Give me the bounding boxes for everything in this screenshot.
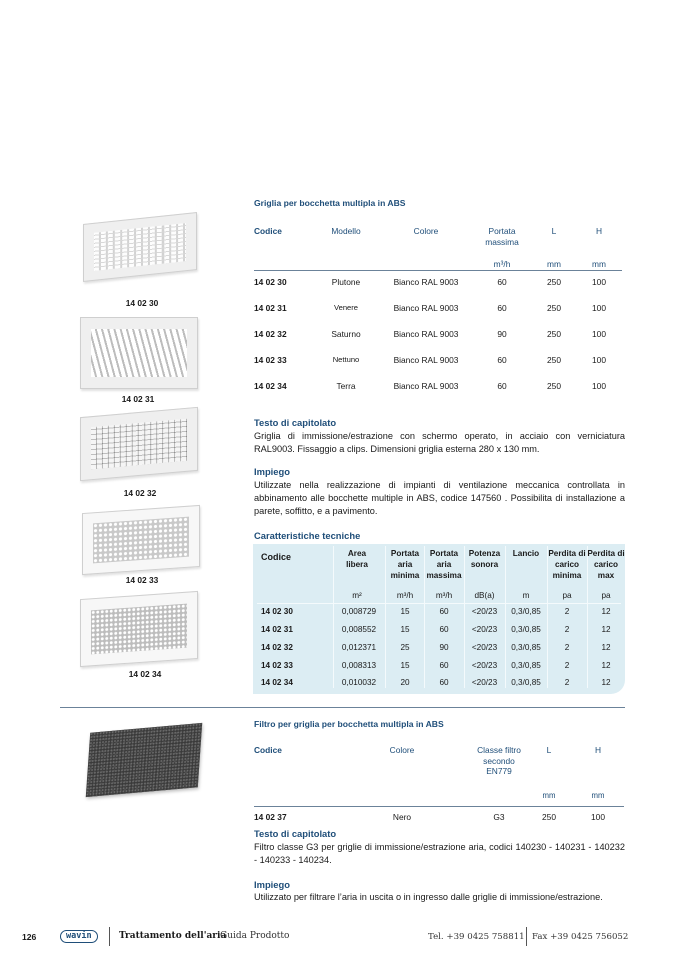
product-image-140233 [82, 505, 200, 575]
cell-flow-min: 25 [400, 643, 410, 652]
cell-h: 100 [592, 303, 606, 313]
section-title: Filtro per griglia per bocchetta multipla in ABS [254, 719, 444, 729]
col-header: Portata aria minima [390, 549, 420, 580]
footer-tel: Tel. +39 0425 758811 [428, 932, 525, 942]
section-title: Griglia per bocchetta multipla in ABS [254, 198, 406, 208]
cell-flow-min: 15 [400, 661, 410, 670]
cell-model: Nettuno [332, 355, 360, 364]
unit: mm [547, 259, 561, 269]
footer-section: Trattamento dell'aria [119, 931, 227, 941]
table-row [254, 329, 622, 355]
col-header: Codice [254, 226, 282, 236]
cell-area: 0,012371 [341, 643, 377, 652]
product-label: 14 02 31 [121, 394, 155, 404]
col-header: Classe filtro secondo EN779 [477, 745, 521, 776]
wavin-logo: wavin [60, 930, 98, 943]
impiego-text: Utilizzate nella realizzazione di impianti di ventilazione meccanica controllata in abbinamento alle bocchette multiple in ABS, codice 147560 . Possibilita di installazione a parete, soffitto, e a pavimento. [254, 480, 625, 517]
impiego-text: Utilizzato per filtrare l’aria in uscita o in ingresso dalle griglie di immissione/estrazione. [254, 892, 603, 902]
cell-code: 14 02 31 [254, 303, 287, 313]
table-rule [254, 806, 624, 807]
cell-l: 250 [547, 277, 561, 287]
cell-code: 14 02 32 [254, 329, 287, 339]
product-image-filter-140237 [86, 723, 202, 797]
cell-loss-max: 12 [601, 607, 611, 616]
cell-throw: 0,3/0,85 [511, 678, 541, 687]
tech-specs-table [253, 544, 625, 694]
col-header: L [551, 226, 557, 236]
unit: m³/h [493, 259, 511, 269]
product-image-140232 [80, 407, 198, 481]
cell-flow: 90 [497, 329, 507, 339]
unit: m³/h [396, 591, 414, 600]
cell-flow-max: 90 [439, 643, 449, 652]
cell-sound: <20/23 [471, 661, 498, 670]
cell-throw: 0,3/0,85 [511, 661, 541, 670]
unit: mm [591, 791, 605, 800]
table-row [254, 381, 622, 407]
tech-heading: Caratteristiche tecniche [254, 530, 361, 541]
cell-l: 250 [547, 303, 561, 313]
cell-sound: <20/23 [471, 678, 498, 687]
product-image-140230 [83, 212, 197, 282]
cell-throw: 0,3/0,85 [511, 625, 541, 634]
cell-flow: 60 [497, 355, 507, 365]
cell-code: 14 02 30 [254, 277, 287, 287]
capitolato-heading: Testo di capitolato [254, 417, 337, 428]
cell-area: 0,008313 [341, 661, 377, 670]
table-row [254, 812, 622, 826]
table-row [254, 303, 622, 329]
cell-flow-min: 15 [400, 625, 410, 634]
cell-flow: 60 [497, 277, 507, 287]
col-header: Modello [331, 226, 361, 236]
cell-flow-min: 20 [400, 678, 410, 687]
cell-l: 250 [542, 812, 556, 822]
col-header: Portata massima [485, 226, 519, 247]
cell-class: G3 [493, 812, 505, 822]
footer-separator [526, 927, 527, 946]
table-row [253, 625, 625, 641]
product-label: 14 02 32 [123, 488, 157, 498]
col-header: Codice [261, 552, 292, 562]
cell-loss-min: 2 [564, 661, 570, 670]
cell-throw: 0,3/0,85 [511, 607, 541, 616]
unit: m³/h [435, 591, 453, 600]
unit: mm [592, 259, 606, 269]
col-header: Codice [254, 745, 282, 755]
table-row [253, 643, 625, 659]
col-header: L [546, 745, 552, 755]
impiego-heading: Impiego [254, 879, 290, 890]
cell-flow-max: 60 [439, 661, 449, 670]
cell-flow: 60 [497, 381, 507, 391]
col-header: Portata aria massima [426, 549, 462, 580]
cell-l: 250 [547, 329, 561, 339]
unit: m² [352, 591, 362, 600]
grille-table [254, 225, 622, 407]
cell-color: Bianco RAL 9003 [393, 329, 459, 339]
col-header: Perdita di carico minima [548, 549, 586, 580]
unit: pa [601, 591, 611, 600]
cell-code: 14 02 37 [254, 812, 287, 822]
footer-separator [109, 927, 110, 946]
col-header: Area libera [346, 549, 368, 569]
cell-area: 0,008552 [341, 625, 377, 634]
footer-fax: Fax +39 0425 756052 [532, 932, 629, 942]
cell-l: 250 [547, 381, 561, 391]
section-divider [60, 707, 625, 708]
col-header: H [595, 226, 603, 236]
cell-h: 100 [592, 381, 606, 391]
cell-color: Bianco RAL 9003 [393, 381, 459, 391]
cell-color: Bianco RAL 9003 [393, 303, 459, 313]
cell-code: 14 02 33 [261, 661, 293, 670]
cell-h: 100 [592, 329, 606, 339]
cell-flow-min: 15 [400, 607, 410, 616]
table-row [254, 277, 622, 303]
cell-flow-max: 60 [439, 625, 449, 634]
col-header: Colore [389, 745, 415, 755]
product-label: 14 02 34 [128, 669, 162, 679]
table-row [253, 607, 625, 623]
cell-code: 14 02 31 [261, 625, 293, 634]
cell-area: 0,008729 [341, 607, 377, 616]
unit: dB(a) [474, 591, 495, 600]
cell-loss-min: 2 [564, 678, 570, 687]
cell-sound: <20/23 [471, 643, 498, 652]
cell-loss-max: 12 [601, 661, 611, 670]
capitolato-text: Griglia di immissione/estrazione con schermo operato, in acciaio con verniciatura RAL9003. Fissaggio a clips. Dimensioni griglia esterna 280 x 130 mm. [254, 431, 625, 455]
cell-loss-max: 12 [601, 625, 611, 634]
page-footer [0, 925, 677, 949]
cell-sound: <20/23 [471, 625, 498, 634]
page-number: 126 [22, 932, 37, 942]
cell-color: Bianco RAL 9003 [393, 355, 459, 365]
cell-color: Bianco RAL 9003 [393, 277, 459, 287]
cell-loss-min: 2 [564, 607, 570, 616]
table-row [253, 678, 625, 694]
cell-loss-max: 12 [601, 678, 611, 687]
cell-h: 100 [591, 812, 605, 822]
cell-code: 14 02 34 [261, 678, 293, 687]
cell-h: 100 [592, 355, 606, 365]
cell-flow: 60 [497, 303, 507, 313]
col-header: Perdita di carico max [587, 549, 625, 580]
cell-model: Plutone [331, 277, 361, 287]
cell-code: 14 02 33 [254, 355, 287, 365]
cell-flow-max: 60 [439, 607, 449, 616]
table-row [254, 355, 622, 381]
cell-model: Saturno [331, 329, 361, 339]
capitolato-text: Filtro classe G3 per griglie di immissione/estrazione aria, codici 140230 - 140231 - 140232 - 140233 - 140234. [254, 842, 625, 866]
cell-flow-max: 60 [439, 678, 449, 687]
table-row [253, 661, 625, 677]
product-label: 14 02 30 [125, 298, 159, 308]
cell-color: Nero [392, 812, 412, 822]
unit: pa [562, 591, 572, 600]
capitolato-heading: Testo di capitolato [254, 828, 337, 839]
table-header [254, 225, 622, 271]
cell-code: 14 02 30 [261, 607, 293, 616]
cell-l: 250 [547, 355, 561, 365]
cell-area: 0,010032 [341, 678, 377, 687]
col-header: H [594, 745, 602, 755]
col-header: Potenza sonora [468, 549, 501, 569]
product-image-140231 [80, 317, 198, 389]
unit: mm [542, 791, 556, 800]
unit: m [522, 591, 530, 600]
impiego-heading: Impiego [254, 466, 290, 477]
cell-h: 100 [592, 277, 606, 287]
cell-model: Venere [333, 303, 359, 312]
col-header: Lancio [512, 549, 540, 558]
product-image-140234 [80, 591, 198, 667]
cell-loss-min: 2 [564, 625, 570, 634]
product-label: 14 02 33 [125, 575, 159, 585]
cell-sound: <20/23 [471, 607, 498, 616]
cell-throw: 0,3/0,85 [511, 643, 541, 652]
cell-loss-min: 2 [564, 643, 570, 652]
cell-code: 14 02 34 [254, 381, 287, 391]
col-header: Colore [413, 226, 439, 236]
cell-code: 14 02 32 [261, 643, 293, 652]
cell-model: Terra [336, 381, 356, 391]
cell-loss-max: 12 [601, 643, 611, 652]
footer-guide: Guida Prodotto [220, 931, 290, 941]
